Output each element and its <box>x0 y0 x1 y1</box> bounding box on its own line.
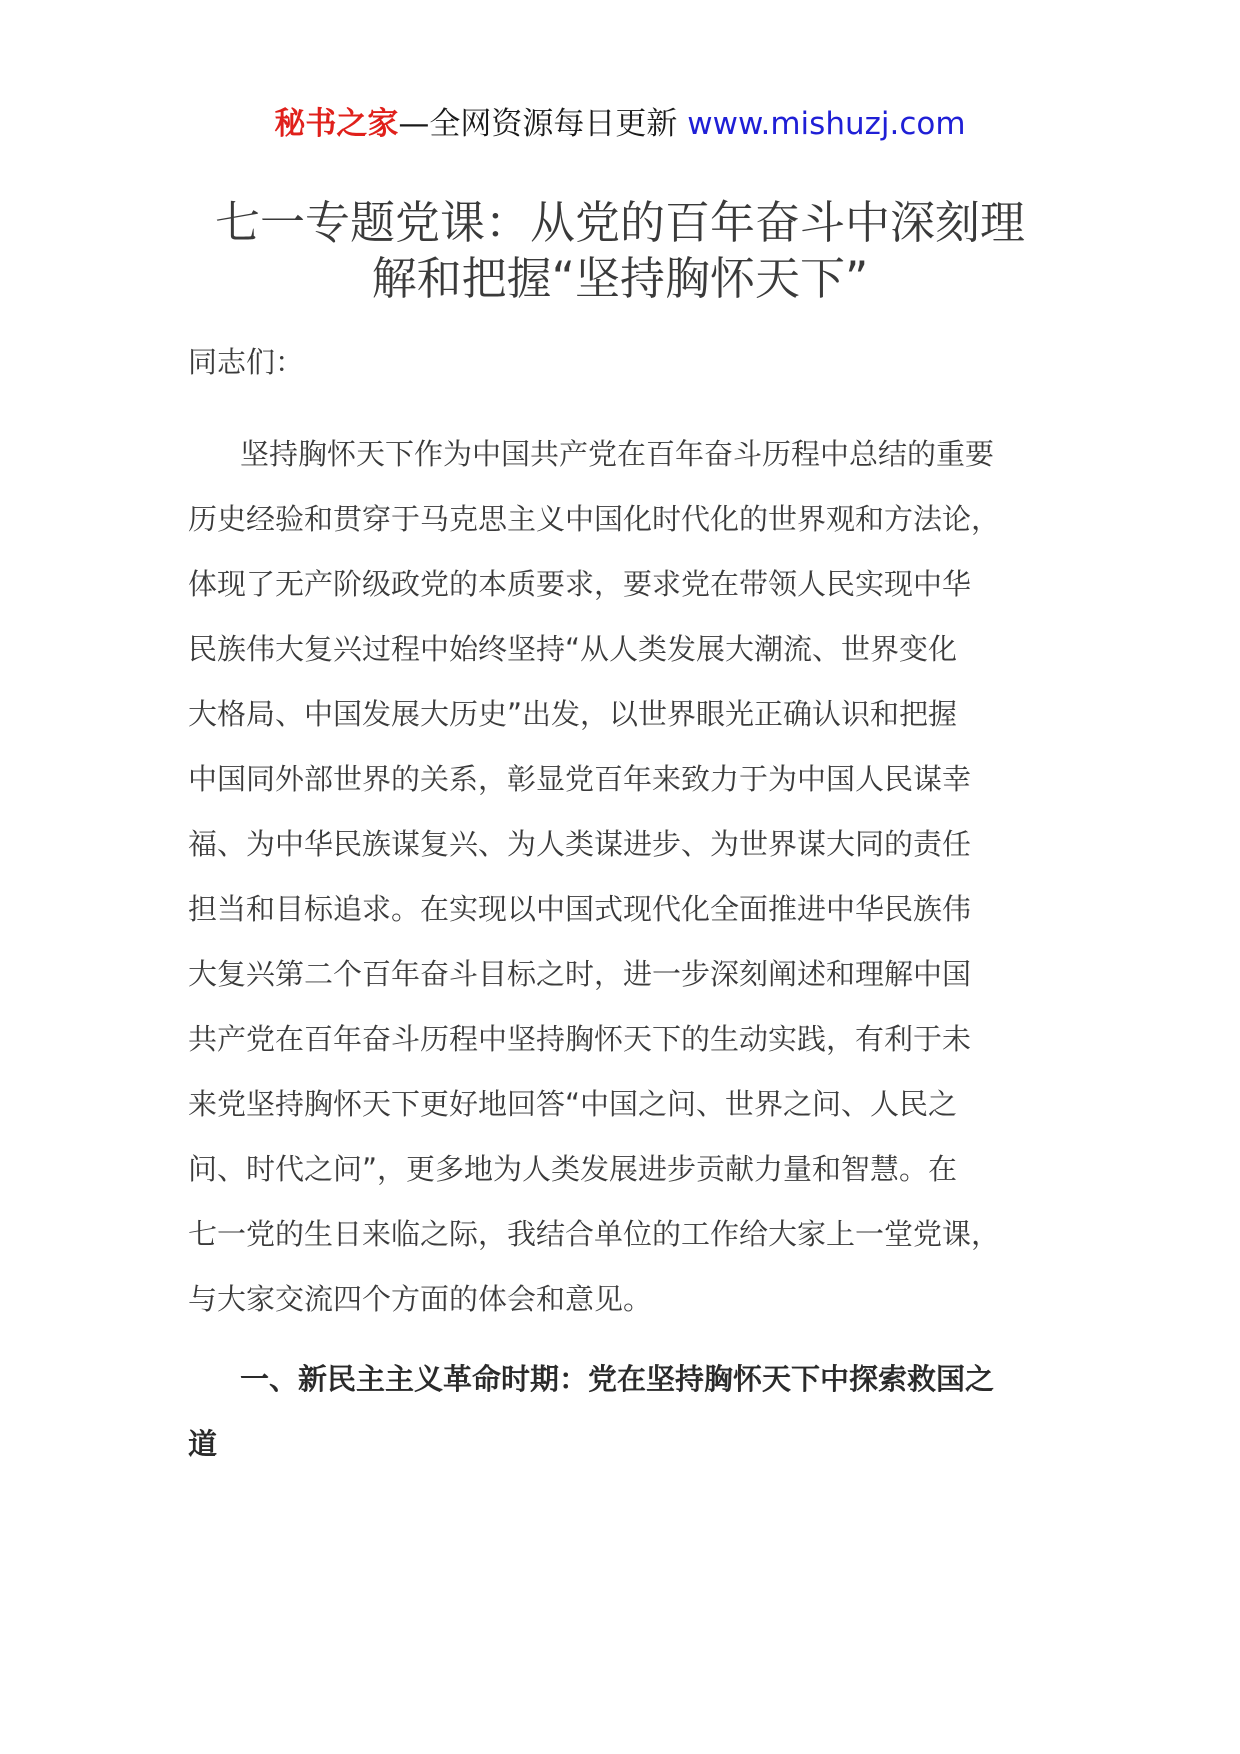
paragraph-line: 问、时代之问”，更多地为人类发展进步贡献力量和智慧。在 <box>188 1152 958 1186</box>
title-line-2: 解和把握“坚持胸怀天下” <box>371 252 869 305</box>
paragraph-line: 七一党的生日来临之际，我结合单位的工作给大家上一堂党课， <box>188 1217 1001 1251</box>
paragraph-line: 体现了无产阶级政党的本质要求，要求党在带领人民实现中华 <box>188 567 972 601</box>
paragraph-line: 民族伟大复兴过程中始终坚持“从人类发展大潮流、世界变化 <box>188 632 958 666</box>
paragraph-line: 中国同外部世界的关系，彰显党百年来致力于为中国人民谋幸 <box>188 762 972 796</box>
site-brand: 秘书之家 <box>274 106 399 142</box>
paragraph-line: 来党坚持胸怀天下更好地回答“中国之问、世界之问、人民之 <box>188 1087 958 1121</box>
section-heading <box>188 1347 1068 1477</box>
paragraph-line: 担当和目标追求。在实现以中国式现代化全面推进中华民族伟 <box>188 892 972 926</box>
section-heading-line-1: 一、新民主主义革命时期：党在坚持胸怀天下中探索救国之 <box>240 1362 995 1396</box>
paragraph-line: 福、为中华民族谋复兴、为人类谋进步、为世界谋大同的责任 <box>188 827 972 861</box>
paragraph-line: 大复兴第二个百年奋斗目标之时，进一步深刻阐述和理解中国 <box>188 957 972 991</box>
paragraph-line: 共产党在百年奋斗历程中坚持胸怀天下的生动实践，有利于未 <box>188 1022 972 1056</box>
section-heading-line-2: 道 <box>188 1427 218 1461</box>
site-header <box>0 100 1240 148</box>
site-url-link[interactable]: www.mishuzj.com <box>687 106 966 142</box>
site-tagline: —全网资源每日更新 <box>398 106 678 142</box>
paragraph-line: 坚持胸怀天下作为中国共产党在百年奋斗历程中总结的重要 <box>240 437 995 471</box>
paragraph-line: 与大家交流四个方面的体会和意见。 <box>188 1282 653 1316</box>
paragraph-line: 历史经验和贯穿于马克思主义中国化时代化的世界观和方法论， <box>188 502 1001 536</box>
document-title <box>170 195 1070 307</box>
title-line-1: 七一专题党课：从党的百年奋斗中深刻理 <box>214 196 1025 249</box>
body-paragraph <box>188 422 1068 1332</box>
salutation: 同志们： <box>188 345 305 379</box>
paragraph-line: 大格局、中国发展大历史”出发，以世界眼光正确认识和把握 <box>188 697 958 731</box>
